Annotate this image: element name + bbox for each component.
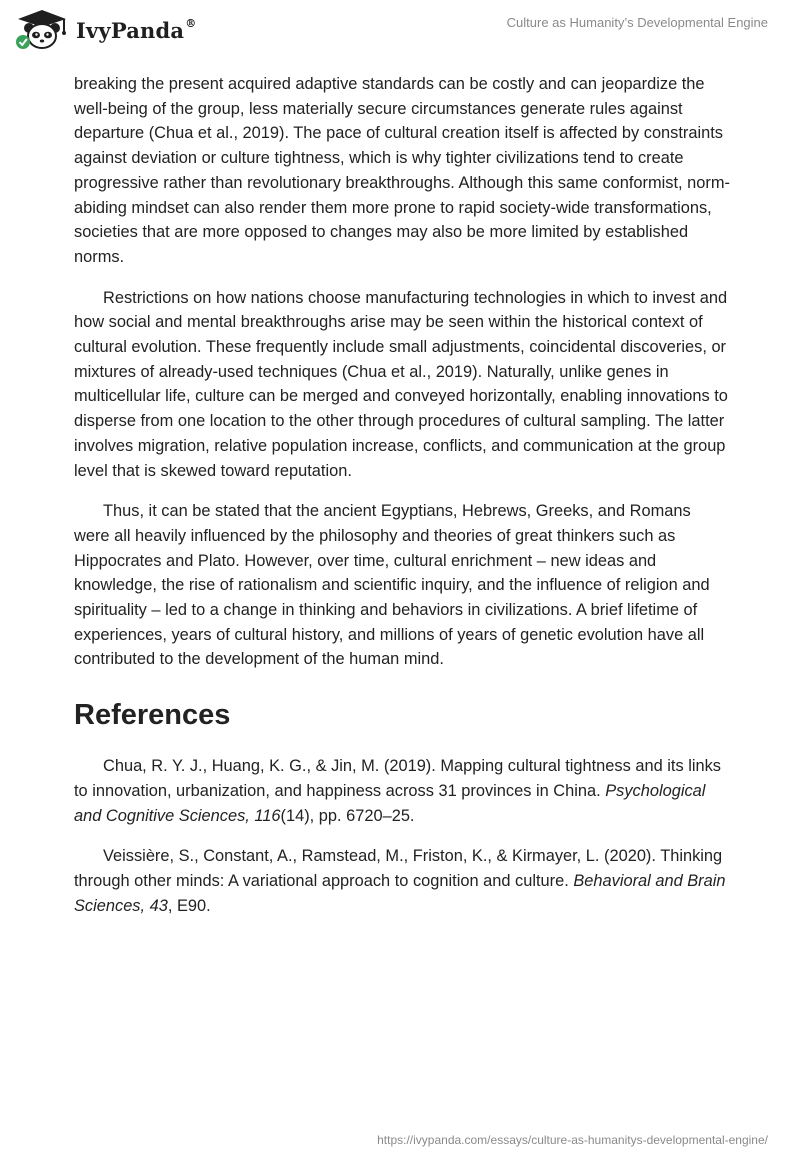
reference-1-journal: Psychological and Cognitive Sciences, 116 <box>74 781 706 825</box>
reference-1-tail: (14), pp. 6720–25. <box>280 806 415 825</box>
panda-logo-icon <box>14 8 70 50</box>
references-heading: References <box>74 699 231 732</box>
brand-name: IvyPanda® <box>76 16 197 43</box>
body-paragraph-1: breaking the present acquired adaptive standards can be costly and can jeopardize the well-being of the group, less materially secure circumstances generate rules against departure (Chua et al., 2019). The pace of cultural creation itself is affected by constraints against deviation or culture tightness, which is why tighter civilizations tend to create progressive rather than revolutionary breakthroughs. Although this same conformist, norm-abiding mindset can also render them more prone to rapid society-wide transformations, societies that are more opposed to changes may also be more limited by established norms. <box>74 75 730 266</box>
reference-item-2 <box>74 844 730 918</box>
page-header <box>0 0 800 60</box>
reference-2-journal: Behavioral and Brain Sciences, 43 <box>74 871 726 915</box>
logo[interactable] <box>14 8 196 50</box>
body-paragraph-2: Restrictions on how nations choose manufacturing technologies in which to invest and how social and mental breakthroughs arise may be seen within the historical context of cultural evolution. These frequently include small adjustments, coincidental discoveries, or mixtures of already-used techniques (Chua et al., 2019). Naturally, unlike genes in multicellular life, culture can be merged and conveyed horizontally, enabling innovations to disperse from one location to the other through procedures of cultural sampling. The latter involves migration, relative population increase, conflicts, and communication at the group level that is skewed toward reputation. <box>74 288 728 480</box>
body-paragraph-3: Thus, it can be stated that the ancient Egyptians, Hebrews, Greeks, and Romans were all heavily influenced by the philosophy and theories of great thinkers such as Hippocrates and Plato. However, over time, cultural enrichment – new ideas and knowledge, the rise of rationalism and scientific inquiry, and the influence of religion and spirituality – led to a change in thinking and behaviors in civilizations. A brief lifetime of experiences, years of cultural history, and millions of years of genetic evolution have all contributed to the development of the human mind. <box>74 502 710 669</box>
reference-1-text: Chua, R. Y. J., Huang, K. G., & Jin, M. (2019). Mapping cultural tightness and its links to innovation, urbanization, and happiness across 31 provinces in China. <box>74 757 721 800</box>
registered-mark: ® <box>185 16 197 30</box>
essay-content <box>74 72 730 934</box>
essay-title: Culture as Humanity’s Developmental Engine <box>506 15 768 30</box>
reference-2-text: Veissière, S., Constant, A., Ramstead, M., Friston, K., & Kirmayer, L. (2020). Thinking through other minds: A variational approach to cognition and culture. <box>74 847 723 890</box>
footer-url[interactable]: https://ivypanda.com/essays/culture-as-humanitys-developmental-engine/ <box>377 1133 768 1147</box>
reference-2-tail: , E90. <box>167 896 211 915</box>
reference-item-1 <box>74 754 730 828</box>
